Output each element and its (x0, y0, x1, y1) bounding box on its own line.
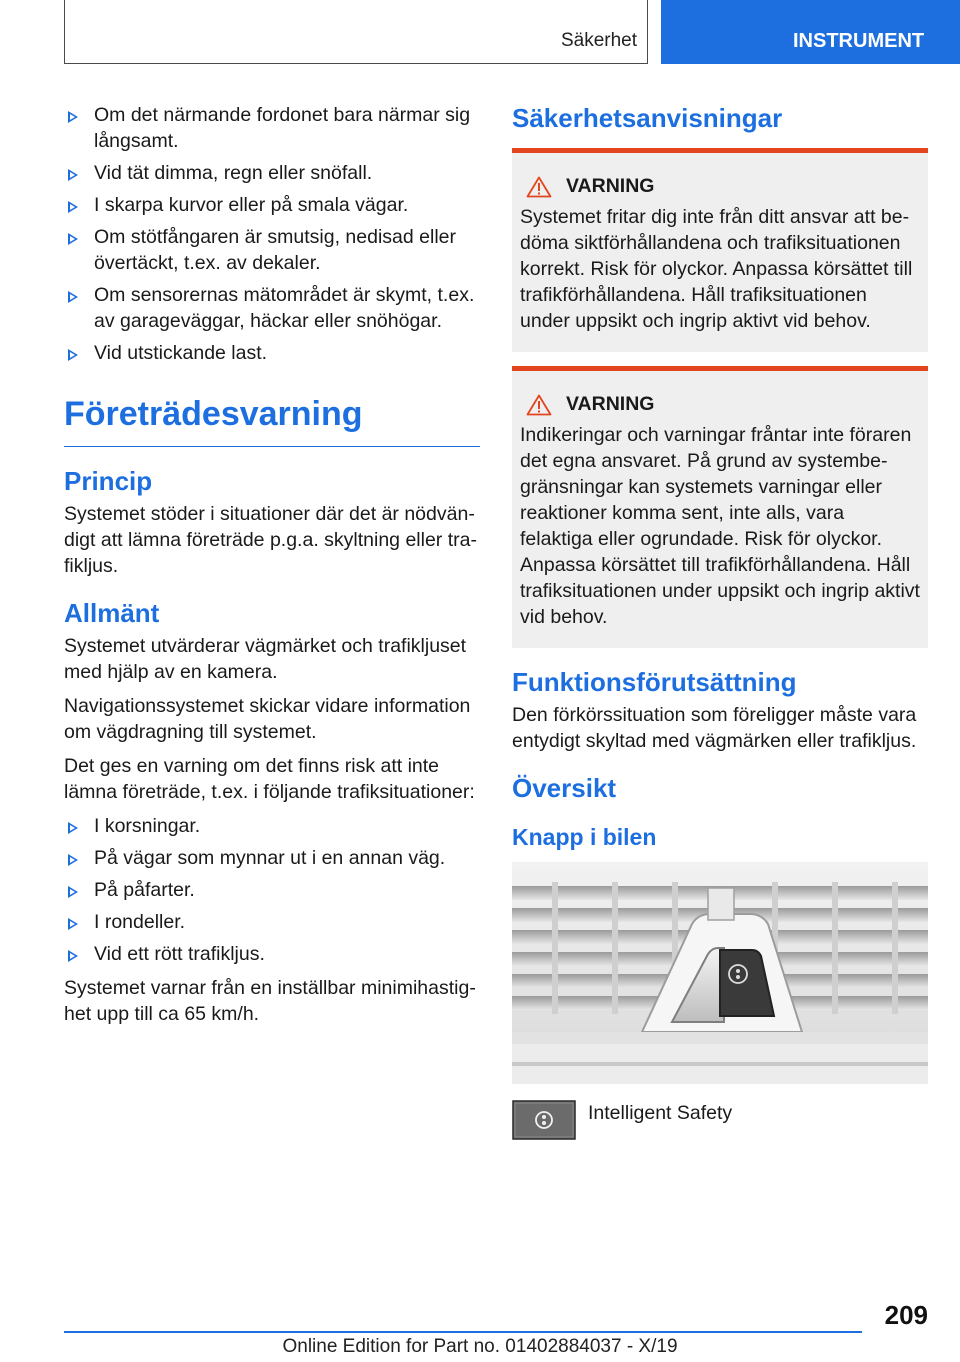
intelligent-safety-label: Intelligent Safety (588, 1102, 733, 1124)
list-item: Om det närmande fordonet bara närmar sig långsamt. (64, 102, 480, 154)
list-item: Vid tät dimma, regn eller snöfall. (64, 160, 480, 186)
right-column (512, 102, 928, 1140)
section-heading-foretradesvarning: Företrädesvarning (64, 394, 480, 447)
triangle-bullet-icon (68, 233, 78, 245)
header-section-box (64, 0, 648, 64)
warning-label: VARNING (566, 175, 655, 197)
princip-paragraph: Systemet stöder i situationer där det är nödvändigt att lämna företräde p.g.a. skyltning eller trafikljus. (64, 503, 477, 577)
warning-label: VARNING (566, 393, 655, 415)
subheading-funktionsforutsattning: Funktionsförutsättning (512, 667, 797, 697)
triangle-bullet-icon (68, 169, 78, 181)
closing-paragraph: Systemet varnar från en inställbar minimihastighet upp till ca 65 km/h. (64, 977, 476, 1025)
list-item: Vid utstickande last. (64, 340, 480, 366)
allmant-paragraph-1: Systemet utvärderar vägmärket och trafikljuset med hjälp av en kamera. (64, 635, 467, 683)
subheading-allmant: Allmänt (64, 598, 160, 628)
subheading-knapp-i-bilen: Knapp i bilen (512, 824, 657, 850)
triangle-bullet-icon (68, 822, 78, 834)
list-item: I skarpa kurvor eller på smala vägar. (64, 192, 480, 218)
allmant-paragraph-2: Navigationssystemet skickar vidare information om vägdragning till systemet. (64, 695, 471, 743)
triangle-bullet-icon (68, 111, 78, 123)
header-chapter-tab: INSTRUMENT (661, 0, 960, 64)
list-item: I korsningar. (64, 813, 480, 839)
func-paragraph: Den förkörssituation som föreligger måste vara entydigt skyltad med vägmärken eller trafikljus. (512, 704, 917, 752)
bullet-list-situations (64, 813, 480, 967)
page-number: 209 (884, 1300, 928, 1330)
triangle-bullet-icon (68, 349, 78, 361)
list-item: Om stötfångaren är smutsig, nedisad eller övertäckt, t.ex. av dekaler. (64, 224, 480, 276)
warning-triangle-icon (526, 176, 552, 198)
triangle-bullet-icon (68, 201, 78, 213)
subheading-sakerhetsanvisningar: Säkerhetsanvisningar (512, 103, 783, 133)
footer-divider (64, 1331, 862, 1333)
subheading-princip: Princip (64, 466, 153, 496)
list-item: I rondeller. (64, 909, 480, 935)
list-item: Vid ett rött trafikljus. (64, 941, 480, 967)
triangle-bullet-icon (68, 918, 78, 930)
bullet-list-limitations (64, 102, 480, 366)
warning-text: Indikeringar och varningar fråntar inte föraren det egna ansvaret. På grund av systembegränsningar kan systemets varningar eller reaktioner komma sent, inte alls, vara felaktiga eller ogrundade. Risk för olyckor. Anpassa körsättet till trafikförhållandena. Håll trafiksituationen under uppsikt och ingrip aktivt vid behov. (520, 424, 920, 628)
button-legend-row (512, 1100, 928, 1140)
header-section-title: Säkerhet (560, 30, 637, 51)
list-item: Om sensorernas mätområdet är skymt, t.ex. av garageväggar, häckar eller snöhögar. (64, 282, 480, 334)
warning-triangle-icon (526, 394, 552, 416)
list-item: På påfarter. (64, 877, 480, 903)
warning-box-1 (512, 148, 928, 352)
intelligent-safety-icon (512, 1100, 576, 1140)
footer-edition: Online Edition for Part no. 01402884037 - X/19 (282, 1336, 678, 1357)
allmant-paragraph-3: Det ges en varning om det finns risk att inte lämna företräde, t.ex. i följande trafiksituationer: (64, 755, 475, 803)
triangle-bullet-icon (68, 950, 78, 962)
triangle-bullet-icon (68, 854, 78, 866)
triangle-bullet-icon (68, 886, 78, 898)
triangle-bullet-icon (68, 291, 78, 303)
subheading-oversikt: Översikt (512, 773, 617, 803)
list-item: På vägar som mynnar ut i en annan väg. (64, 845, 480, 871)
warning-box-2 (512, 366, 928, 648)
dashboard-button-photo (512, 862, 928, 1084)
left-column (64, 102, 480, 1035)
warning-text: Systemet fritar dig inte från ditt ansvar att bedöma siktförhållandena och trafiksituationen korrekt. Risk för olyckor. Anpassa körsättet till trafikförhållandena. Håll trafiksituationen under uppsikt och ingrip aktivt vid behov. (520, 206, 913, 332)
